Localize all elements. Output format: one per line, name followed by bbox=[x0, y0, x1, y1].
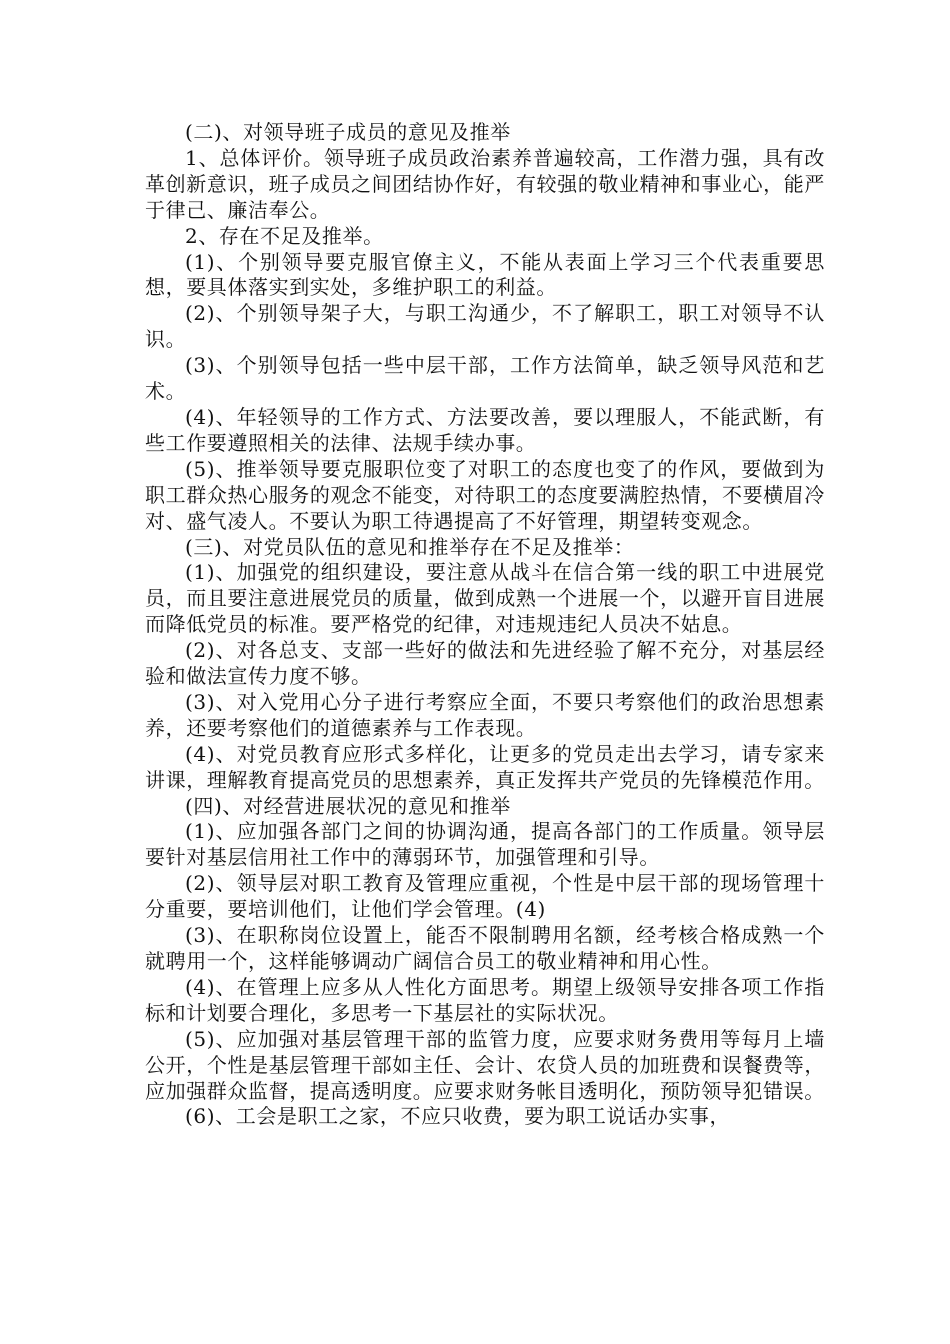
paragraph-item: (1)、加强党的组织建设，要注意从战斗在信合第一线的职工中进展党员，而且要注意进展党员的质量，做到成熟一个进展一个，以避开盲目进展而降低党员的标准。要严格党的纪律，对违规违纪人员决不姑息。 bbox=[145, 560, 825, 637]
paragraph-item: (3)、对入党用心分子进行考察应全面，不要只考察他们的政治思想素养，还要考察他们的道德素养与工作表现。 bbox=[145, 689, 825, 740]
document-body bbox=[145, 120, 825, 1130]
paragraph-item: (4)、年轻领导的工作方式、方法要改善，要以理服人，不能武断，有些工作要遵照相关的法律、法规手续办事。 bbox=[145, 404, 825, 455]
paragraph-item: (4)、在管理上应多从人性化方面思考。期望上级领导安排各项工作指标和计划要合理化，多思考一下基层社的实际状况。 bbox=[145, 974, 825, 1025]
paragraph-item: (2)、个别领导架子大，与职工沟通少，不了解职工，职工对领导不认识。 bbox=[145, 301, 825, 352]
section-heading-operations: (四)、对经营进展状况的意见和推举 bbox=[185, 793, 511, 818]
paragraph-item: (3)、在职称岗位设置上，能否不限制聘用名额，经考核合格成熟一个就聘用一个，这样能够调动广阔信合员工的敬业精神和用心性。 bbox=[145, 923, 825, 973]
paragraph-item: (1)、个别领导要克服官僚主义，不能从表面上学习三个代表重要思想，要具体落实到实处，多维护职工的利益。 bbox=[145, 249, 825, 300]
paragraph-item: (2)、对各总支、支部一些好的做法和先进经验了解不充分，对基层经验和做法宣传力度不够。 bbox=[145, 638, 825, 689]
paragraph-item: (6)、工会是职工之家，不应只收费，要为职工说话办实事， bbox=[185, 1104, 731, 1129]
paragraph-item: (5)、推举领导要克服职位变了对职工的态度也变了的作风，要做到为职工群众热心服务的观念不能变，对待职工的态度要满腔热情，不要横眉冷对、盛气凌人。不要认为职工待遇提高了不好管理，期望转变观念。 bbox=[145, 456, 825, 533]
section-heading-leadership: (二)、对领导班子成员的意见及推举 bbox=[185, 120, 511, 144]
paragraph-item: (2)、领导层对职工教育及管理应重视，个性是中层干部的现场管理十分重要，要培训他们，让他们学会管理。(4) bbox=[145, 871, 825, 922]
section-heading-party-members: (三)、对党员队伍的意见和推举存在不足及推举： bbox=[185, 534, 635, 559]
paragraph-item: (5)、应加强对基层管理干部的监管力度，应要求财务费用等每月上墙公开，个性是基层管理干部如主任、会计、农贷人员的加班费和误餐费等，应加强群众监督，提高透明度。应要求财务帐目透明化，预防领导犯错误。 bbox=[145, 1026, 825, 1103]
paragraph-item: (3)、个别领导包括一些中层干部，工作方法简单，缺乏领导风范和艺术。 bbox=[145, 353, 825, 404]
paragraph-item: (1)、应加强各部门之间的协调沟通，提高各部门的工作质量。领导层要针对基层信用社工作中的薄弱环节，加强管理和引导。 bbox=[145, 819, 825, 870]
paragraph-shortcomings-heading: 2、存在不足及推举。 bbox=[185, 223, 384, 248]
paragraph-item: (4)、对党员教育应形式多样化，让更多的党员走出去学习，请专家来讲课，理解教育提高党员的思想素养，真正发挥共产党员的先锋模范作用。 bbox=[145, 741, 825, 792]
paragraph-overall-evaluation: 1、总体评价。领导班子成员政治素养普遍较高，工作潜力强，具有改革创新意识，班子成员之间团结协作好，有较强的敬业精神和事业心，能严于律己、廉洁奉公。 bbox=[145, 145, 825, 222]
